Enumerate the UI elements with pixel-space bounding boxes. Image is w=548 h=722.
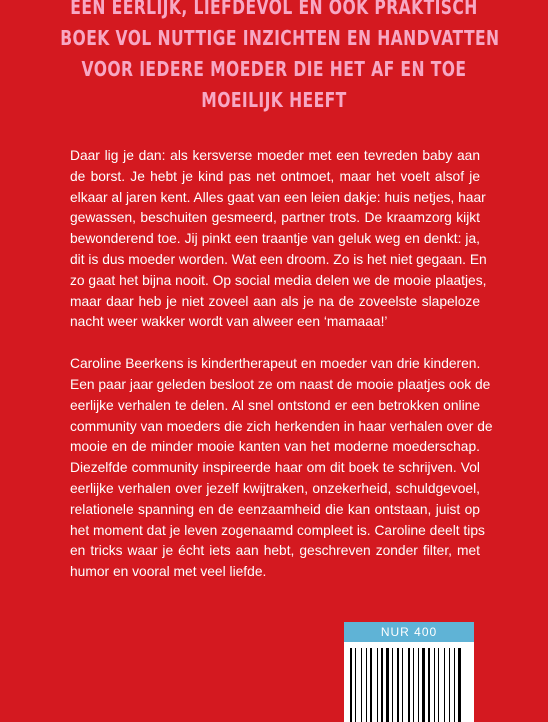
blurb-text bbox=[70, 146, 493, 583]
blurb-line: elkaar al jaren kent. Alles gaat van een leien dakje: huis netjes, haar bbox=[70, 189, 486, 205]
blurb-line: mooie en de minder mooie kanten van het moderne moederschap. bbox=[70, 439, 480, 455]
paragraph-spacer bbox=[70, 333, 480, 354]
blurb-line: community van moeders die zich herkenden in haar verhalen over de bbox=[70, 418, 493, 434]
blurb-line: Caroline Beerkens is kindertherapeut en moeder van drie kinderen. bbox=[70, 356, 481, 372]
blurb-line: gewassen, beschuiten gesmeerd, partner trots. De kraamzorg kijkt bbox=[70, 210, 480, 226]
headline-line: MOEILIJK HEEFT bbox=[201, 88, 347, 112]
blurb-line: eerlijke verhalen over jezelf kwijtraken, onzekerheid, schuldgevoel, bbox=[70, 480, 480, 496]
blurb-line: Een paar jaar geleden besloot ze om naast de mooie plaatjes ook de bbox=[70, 376, 491, 392]
blurb-line: en tricks waar je écht iets aan hebt, geschreven zonder filter, met bbox=[70, 543, 480, 559]
blurb-line: het moment dat je leven zogenaamd compleet is. Caroline deelt tips bbox=[70, 522, 485, 538]
headline-line: EEN EERLIJK, LIEFDEVOL EN OOK PRAKTISCH bbox=[70, 0, 478, 19]
blurb-line: de borst. Je hebt je kind pas net ontmoet, maar het voelt alsof je bbox=[70, 168, 480, 184]
blurb-line: humor en vooral met veel liefde. bbox=[70, 564, 267, 580]
blurb-line: eerlijke verhalen te delen. Al snel ontstond er een betrokken online bbox=[70, 397, 480, 413]
blurb-line: dit is dus moeder worden. Wat een droom. Zo is het niet gegaan. En bbox=[70, 251, 487, 267]
blurb-line: relationele spanning en de eenzaamheid die kan ontstaan, juist op bbox=[70, 501, 480, 517]
blurb-line: maar daar heb je niet zoveel aan als je na de zoveelste slapeloze bbox=[70, 293, 480, 309]
blurb-paragraph-2 bbox=[70, 354, 493, 583]
blurb-paragraph-1 bbox=[70, 146, 487, 333]
barcode-image bbox=[344, 642, 474, 722]
blurb-line: bewonderend toe. Jij pinkt een traantje van geluk weg en denkt: ja, bbox=[70, 231, 480, 247]
barcode-area bbox=[344, 622, 474, 718]
blurb-line: zo gaat het bijna nooit. Op social media delen we de mooie plaatjes, bbox=[70, 272, 487, 288]
headline-line: VOOR IEDERE MOEDER DIE HET AF EN TOE bbox=[81, 57, 467, 81]
blurb-line: nacht weer wakker wordt van alweer een ‘mamaaa!’ bbox=[70, 314, 388, 330]
barcode-icon bbox=[344, 642, 474, 722]
blurb-line: Daar lig je dan: als kersverse moeder met een tevreden baby aan bbox=[70, 148, 480, 163]
back-cover-headline bbox=[60, 0, 500, 116]
headline-line: BOEK VOL NUTTIGE INZICHTEN EN HANDVATTEN bbox=[60, 26, 500, 50]
blurb-line: Diezelfde community inspireerde haar om dit boek te schrijven. Vol bbox=[70, 460, 480, 476]
nur-label: NUR 400 bbox=[344, 622, 474, 642]
